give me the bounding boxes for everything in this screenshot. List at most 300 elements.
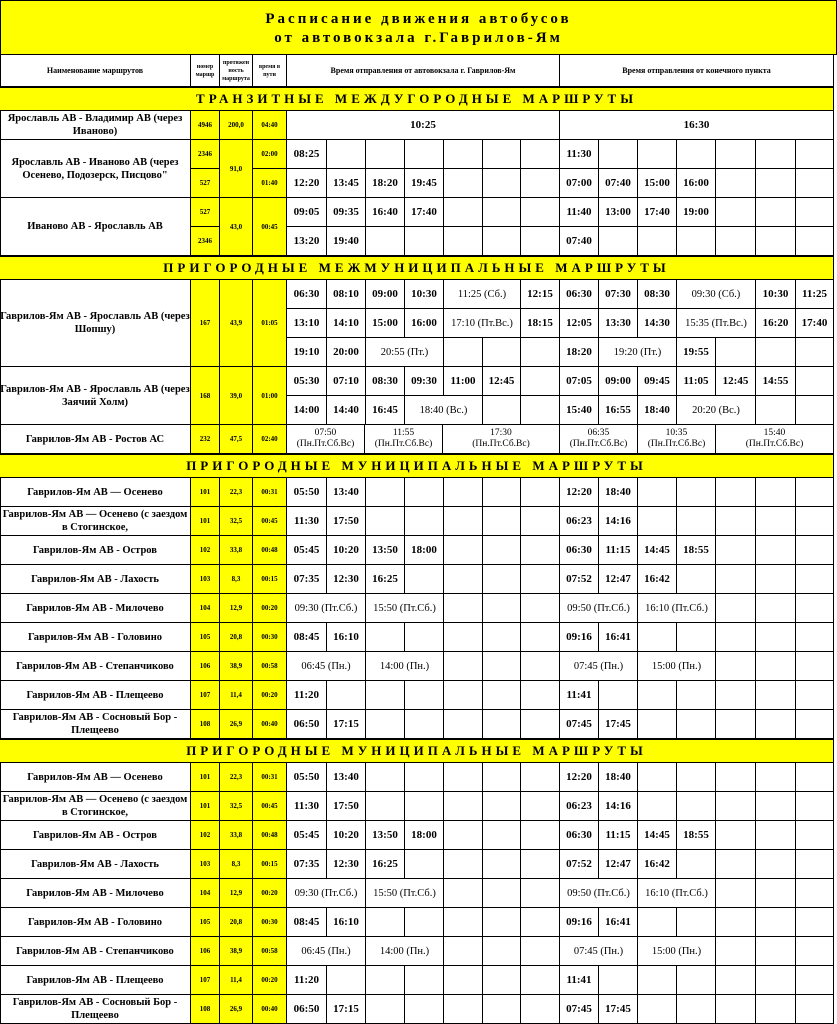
departure-time-cell: 16:25: [366, 565, 405, 594]
departure-time-cell: 13:50: [366, 821, 405, 850]
empty-time-cell: [796, 908, 834, 937]
empty-time-cell: [677, 140, 716, 169]
empty-time-cell: [366, 507, 405, 536]
departure-time-cell: 13:40: [327, 478, 366, 507]
route-number: 102: [191, 536, 220, 565]
departure-time-cell: 12:30: [327, 850, 366, 879]
route-name: Ярославль АВ - Владимир АВ (через Иваново): [0, 111, 191, 140]
return-time-cell: 16:41: [599, 908, 638, 937]
route-length: 39,0: [220, 367, 253, 425]
empty-time-cell: [521, 821, 560, 850]
empty-time-cell: [483, 966, 521, 995]
empty-time-cell: [716, 594, 756, 623]
return-time-cell: [560, 425, 638, 454]
return-time-cell: 16:00: [677, 169, 716, 198]
empty-time-cell: [638, 478, 677, 507]
empty-time-cell: [756, 995, 796, 1024]
route-length: 11,4: [220, 681, 253, 710]
route-length: 8,3: [220, 565, 253, 594]
route-number: 103: [191, 565, 220, 594]
route-number: 103: [191, 850, 220, 879]
empty-time-cell: [521, 396, 560, 425]
route-duration: 00:40: [253, 710, 287, 739]
route-name: Гаврилов-Ям АВ - Головино: [0, 623, 191, 652]
return-time-cell: 09:50 (Пт.Сб.): [560, 879, 638, 908]
return-time-cell: 09:00: [599, 367, 638, 396]
departure-time-cell: 14:00: [287, 396, 327, 425]
departure-time-cell: 09:30 (Пт.Сб.): [287, 879, 366, 908]
empty-time-cell: [483, 338, 521, 367]
empty-time-cell: [483, 850, 521, 879]
departure-time-cell: 08:45: [287, 623, 327, 652]
return-time-cell: 18:40: [599, 763, 638, 792]
title-line-2: от автовокзала г.Гаврилов-Ям: [274, 30, 563, 46]
return-time-cell: 19:20 (Пт.): [599, 338, 677, 367]
return-time-cell: 16:42: [638, 565, 677, 594]
departure-time-cell: 06:45 (Пн.): [287, 652, 366, 681]
section-suburban-muni: ПРИГОРОДНЫЕ МУНИЦИПАЛЬНЫЕ МАРШРУТЫ: [0, 454, 834, 478]
return-time-cell: 07:40: [560, 227, 599, 256]
empty-time-cell: [756, 850, 796, 879]
return-time-cell: 06:23: [560, 507, 599, 536]
empty-time-cell: [521, 338, 560, 367]
empty-time-cell: [638, 792, 677, 821]
empty-time-cell: [444, 710, 483, 739]
empty-time-cell: [796, 338, 834, 367]
return-time-cell: 09:45: [638, 367, 677, 396]
route-length: 26,9: [220, 710, 253, 739]
empty-time-cell: [444, 879, 483, 908]
return-time: 06:35: [587, 428, 610, 438]
empty-time-cell: [677, 623, 716, 652]
empty-time-cell: [521, 995, 560, 1024]
empty-time-cell: [405, 140, 444, 169]
empty-time-cell: [483, 536, 521, 565]
return-time-cell: 07:45: [560, 995, 599, 1024]
route-duration: 00:31: [253, 763, 287, 792]
return-time-cell: 06:23: [560, 792, 599, 821]
empty-time-cell: [716, 821, 756, 850]
header-route-duration: время в пути: [253, 55, 287, 87]
return-time-cell: 07:30: [599, 280, 638, 309]
return-time-cell: 10:30: [756, 280, 796, 309]
empty-time-cell: [677, 565, 716, 594]
empty-time-cell: [716, 908, 756, 937]
route-duration: 00:58: [253, 937, 287, 966]
departure-time-cell: 09:30: [405, 367, 444, 396]
departure-time-cell: 10:20: [327, 536, 366, 565]
empty-time-cell: [756, 565, 796, 594]
header-route-name: Наименование маршрутов: [0, 55, 191, 87]
empty-time-cell: [521, 681, 560, 710]
empty-time-cell: [756, 937, 796, 966]
departure-time-cell: 18:15: [521, 309, 560, 338]
route-name: Иваново АВ - Ярославль АВ: [0, 198, 191, 256]
empty-time-cell: [796, 995, 834, 1024]
return-time-cell: 16:10 (Пт.Сб.): [638, 879, 716, 908]
empty-time-cell: [521, 198, 560, 227]
empty-time-cell: [483, 507, 521, 536]
empty-time-cell: [756, 681, 796, 710]
route-number: 2346: [191, 227, 220, 256]
empty-time-cell: [405, 763, 444, 792]
route-name: Гаврилов-Ям АВ - Милочево: [0, 879, 191, 908]
return-days: (Пн.Пт.Сб.Вс): [647, 439, 706, 449]
empty-time-cell: [483, 594, 521, 623]
departure-time-cell: 19:45: [405, 169, 444, 198]
empty-time-cell: [521, 937, 560, 966]
departure-time-cell: 17:15: [327, 995, 366, 1024]
empty-time-cell: [756, 652, 796, 681]
empty-time-cell: [405, 478, 444, 507]
empty-time-cell: [796, 879, 834, 908]
route-name: Гаврилов-Ям АВ - Лахость: [0, 850, 191, 879]
return-time-cell: 18:20: [560, 338, 599, 367]
empty-time-cell: [366, 966, 405, 995]
departure-time-cell: 16:45: [366, 396, 405, 425]
header-departure-from-station: Время отправления от автовокзала г. Гаврилов-Ям: [287, 55, 560, 87]
empty-time-cell: [366, 763, 405, 792]
empty-time-cell: [716, 792, 756, 821]
route-number: 104: [191, 879, 220, 908]
empty-time-cell: [756, 908, 796, 937]
route-name: Гаврилов-Ям АВ - Ярославль АВ (через Шопшу): [0, 280, 191, 367]
empty-time-cell: [756, 966, 796, 995]
empty-time-cell: [756, 198, 796, 227]
return-time-cell: 11:30: [560, 140, 599, 169]
empty-time-cell: [444, 536, 483, 565]
departure-time-cell: 05:45: [287, 536, 327, 565]
empty-time-cell: [756, 594, 796, 623]
empty-time-cell: [716, 710, 756, 739]
empty-time-cell: [677, 792, 716, 821]
route-duration: 02:40: [253, 425, 287, 454]
empty-time-cell: [483, 478, 521, 507]
departure-time-cell: 16:00: [405, 309, 444, 338]
empty-time-cell: [716, 478, 756, 507]
empty-time-cell: [521, 140, 560, 169]
return-time-cell: 11:40: [560, 198, 599, 227]
empty-time-cell: [677, 478, 716, 507]
return-time-cell: 11:15: [599, 821, 638, 850]
empty-time-cell: [796, 623, 834, 652]
empty-time-cell: [327, 966, 366, 995]
empty-time-cell: [366, 227, 405, 256]
return-time-cell: 09:16: [560, 908, 599, 937]
route-name: Гаврилов-Ям АВ — Осенево (с заездом в Стогинское,: [0, 507, 191, 536]
empty-time-cell: [483, 169, 521, 198]
empty-time-cell: [483, 710, 521, 739]
route-duration: 00:45: [253, 198, 287, 256]
empty-time-cell: [444, 681, 483, 710]
empty-time-cell: [521, 536, 560, 565]
route-number: 107: [191, 681, 220, 710]
return-time-cell: 15:00 (Пн.): [638, 937, 716, 966]
route-number: 104: [191, 594, 220, 623]
empty-time-cell: [483, 908, 521, 937]
empty-time-cell: [638, 908, 677, 937]
empty-time-cell: [756, 140, 796, 169]
empty-time-cell: [483, 227, 521, 256]
departure-time-cell: 09:30 (Пт.Сб.): [287, 594, 366, 623]
route-length: 12,9: [220, 879, 253, 908]
empty-time-cell: [521, 478, 560, 507]
route-name: Гаврилов-Ям АВ - Плещеево: [0, 966, 191, 995]
empty-time-cell: [327, 681, 366, 710]
route-name: Гаврилов-Ям АВ - Остров: [0, 821, 191, 850]
departure-time-cell: 14:10: [327, 309, 366, 338]
departure-time-cell: 07:10: [327, 367, 366, 396]
empty-time-cell: [716, 966, 756, 995]
route-length: 38,9: [220, 652, 253, 681]
return-time-cell: 07:40: [599, 169, 638, 198]
empty-time-cell: [366, 478, 405, 507]
return-time-cell: 12:05: [560, 309, 599, 338]
empty-time-cell: [796, 478, 834, 507]
empty-time-cell: [405, 681, 444, 710]
empty-time-cell: [444, 227, 483, 256]
return-time-cell: 06:30: [560, 536, 599, 565]
departure-time-cell: 15:50 (Пт.Сб.): [366, 594, 444, 623]
empty-time-cell: [796, 507, 834, 536]
empty-time-cell: [444, 169, 483, 198]
departure-time-cell: 20:55 (Пт.): [366, 338, 444, 367]
departure-time: 11:55: [392, 428, 415, 438]
return-time: 10:35: [665, 428, 688, 438]
empty-time-cell: [677, 966, 716, 995]
empty-time-cell: [521, 623, 560, 652]
empty-time-cell: [444, 966, 483, 995]
departure-time-cell: 19:10: [287, 338, 327, 367]
return-time-cell: 07:00: [560, 169, 599, 198]
empty-time-cell: [756, 879, 796, 908]
route-name: Гаврилов-Ям АВ - Сосновый Бор - Плещеево: [0, 995, 191, 1024]
return-time-cell: 18:40: [599, 478, 638, 507]
return-time-cell: 12:45: [716, 367, 756, 396]
empty-time-cell: [756, 227, 796, 256]
departure-time-cell: [443, 425, 560, 454]
empty-time-cell: [716, 681, 756, 710]
return-time-cell: 12:47: [599, 565, 638, 594]
empty-time-cell: [756, 536, 796, 565]
empty-time-cell: [796, 169, 834, 198]
route-duration: 02:00: [253, 140, 287, 169]
return-time-cell: 14:16: [599, 507, 638, 536]
empty-time-cell: [366, 908, 405, 937]
route-number: 101: [191, 792, 220, 821]
empty-time-cell: [716, 995, 756, 1024]
empty-time-cell: [366, 623, 405, 652]
route-duration: 00:45: [253, 507, 287, 536]
departure-time-cell: 14:00 (Пн.): [366, 652, 444, 681]
empty-time-cell: [716, 850, 756, 879]
empty-time-cell: [366, 995, 405, 1024]
route-length: 200,0: [220, 111, 253, 140]
empty-time-cell: [716, 198, 756, 227]
empty-time-cell: [638, 227, 677, 256]
empty-time-cell: [796, 140, 834, 169]
empty-time-cell: [796, 227, 834, 256]
return-time-cell: 11:15: [599, 536, 638, 565]
return-time-cell: 11:25: [796, 280, 834, 309]
departure-time-cell: 15:00: [366, 309, 405, 338]
return-time-cell: 18:55: [677, 536, 716, 565]
departure-time-cell: 06:45 (Пн.): [287, 937, 366, 966]
departure-time-cell: 08:10: [327, 280, 366, 309]
empty-time-cell: [521, 850, 560, 879]
return-time-cell: 14:45: [638, 536, 677, 565]
empty-time-cell: [521, 763, 560, 792]
return-time-cell: 12:20: [560, 478, 599, 507]
route-length: 43,0: [220, 198, 253, 256]
empty-time-cell: [756, 338, 796, 367]
empty-time-cell: [716, 565, 756, 594]
route-duration: 01:05: [253, 280, 287, 367]
empty-time-cell: [796, 792, 834, 821]
empty-time-cell: [796, 763, 834, 792]
departure-time-cell: 14:00 (Пн.): [366, 937, 444, 966]
departure-days: (Пн.Пт.Сб.Вс): [374, 439, 433, 449]
route-name: Гаврилов-Ям АВ - Головино: [0, 908, 191, 937]
route-number: 107: [191, 966, 220, 995]
route-number: 101: [191, 478, 220, 507]
empty-time-cell: [756, 821, 796, 850]
route-name: Гаврилов-Ям АВ - Милочево: [0, 594, 191, 623]
empty-time-cell: [796, 367, 834, 396]
return-time-cell: 09:50 (Пт.Сб.): [560, 594, 638, 623]
departure-time-cell: 17:40: [405, 198, 444, 227]
route-name: Гаврилов-Ям АВ - Ярославль АВ (через Заячий Холм): [0, 367, 191, 425]
empty-time-cell: [483, 792, 521, 821]
departure-time-cell: 05:30: [287, 367, 327, 396]
departure-time-cell: 13:20: [287, 227, 327, 256]
departure-time-cell: [287, 425, 365, 454]
departure-time-cell: 10:20: [327, 821, 366, 850]
title-line-1: Расписание движения автобусов: [265, 11, 572, 27]
return-time-cell: 09:16: [560, 623, 599, 652]
departure-time-cell: 09:05: [287, 198, 327, 227]
departure-time-cell: 08:30: [366, 367, 405, 396]
route-name: Гаврилов-Ям АВ - Степанчиково: [0, 652, 191, 681]
empty-time-cell: [327, 140, 366, 169]
return-time-cell: 11:05: [677, 367, 716, 396]
empty-time-cell: [444, 565, 483, 594]
empty-time-cell: [677, 995, 716, 1024]
empty-time-cell: [405, 507, 444, 536]
return-time-cell: 17:40: [796, 309, 834, 338]
departure-time-cell: 13:10: [287, 309, 327, 338]
return-time-cell: 18:55: [677, 821, 716, 850]
empty-time-cell: [405, 565, 444, 594]
empty-time-cell: [483, 681, 521, 710]
empty-time-cell: [444, 140, 483, 169]
departure-time-cell: 13:50: [366, 536, 405, 565]
empty-time-cell: [444, 507, 483, 536]
route-length: 22,3: [220, 478, 253, 507]
departure-time-cell: 13:45: [327, 169, 366, 198]
empty-time-cell: [716, 140, 756, 169]
return-time-cell: 07:45 (Пн.): [560, 652, 638, 681]
departure-time: 07:50: [314, 428, 337, 438]
route-duration: 00:40: [253, 995, 287, 1024]
route-length: 32,5: [220, 507, 253, 536]
route-duration: 00:58: [253, 652, 287, 681]
route-length: 33,8: [220, 536, 253, 565]
empty-time-cell: [677, 710, 716, 739]
header-departure-from-terminus: Время отправления от конечного пункта: [560, 55, 834, 87]
return-time-cell: 16:41: [599, 623, 638, 652]
empty-time-cell: [483, 937, 521, 966]
return-time-cell: 12:47: [599, 850, 638, 879]
route-length: 20,8: [220, 908, 253, 937]
departure-time-cell: 17:50: [327, 507, 366, 536]
empty-time-cell: [599, 140, 638, 169]
route-name: Гаврилов-Ям АВ - Сосновый Бор - Плещеево: [0, 710, 191, 739]
empty-time-cell: [716, 652, 756, 681]
empty-time-cell: [444, 338, 483, 367]
empty-time-cell: [716, 879, 756, 908]
empty-time-cell: [444, 995, 483, 1024]
empty-time-cell: [483, 140, 521, 169]
route-length: 20,8: [220, 623, 253, 652]
route-length: 11,4: [220, 966, 253, 995]
route-name: Гаврилов-Ям АВ - Ростов АС: [0, 425, 191, 454]
return-time-cell: 15:00: [638, 169, 677, 198]
empty-time-cell: [796, 565, 834, 594]
empty-time-cell: [483, 879, 521, 908]
route-length: 32,5: [220, 792, 253, 821]
header-route-number: номер маршр: [191, 55, 220, 87]
route-length: 22,3: [220, 763, 253, 792]
route-number: 101: [191, 507, 220, 536]
departure-time-cell: 06:30: [287, 280, 327, 309]
return-time-cell: 16:20: [756, 309, 796, 338]
route-length: 38,9: [220, 937, 253, 966]
empty-time-cell: [756, 623, 796, 652]
return-time-cell: 15:00 (Пн.): [638, 652, 716, 681]
route-number: 108: [191, 995, 220, 1024]
route-duration: 00:31: [253, 478, 287, 507]
empty-time-cell: [366, 681, 405, 710]
route-number: 106: [191, 937, 220, 966]
departure-days: (Пн.Пт.Сб.Вс): [296, 439, 355, 449]
route-duration: 00:20: [253, 966, 287, 995]
empty-time-cell: [638, 623, 677, 652]
empty-time-cell: [677, 507, 716, 536]
empty-time-cell: [444, 908, 483, 937]
empty-time-cell: [366, 792, 405, 821]
return-time: 16:30: [560, 111, 834, 140]
empty-time-cell: [716, 536, 756, 565]
route-number: 168: [191, 367, 220, 425]
return-time-cell: 16:42: [638, 850, 677, 879]
departure-time-cell: 07:35: [287, 565, 327, 594]
departure-time-cell: [365, 425, 443, 454]
empty-time-cell: [483, 198, 521, 227]
return-time-cell: 06:30: [560, 821, 599, 850]
empty-time-cell: [796, 536, 834, 565]
empty-time-cell: [599, 681, 638, 710]
empty-time-cell: [638, 507, 677, 536]
departure-time-cell: 12:30: [327, 565, 366, 594]
route-name: Гаврилов-Ям АВ - Остров: [0, 536, 191, 565]
empty-time-cell: [677, 908, 716, 937]
empty-time-cell: [796, 710, 834, 739]
route-duration: 00:20: [253, 681, 287, 710]
route-length: 26,9: [220, 995, 253, 1024]
departure-time-cell: 05:50: [287, 478, 327, 507]
route-duration: 00:15: [253, 565, 287, 594]
